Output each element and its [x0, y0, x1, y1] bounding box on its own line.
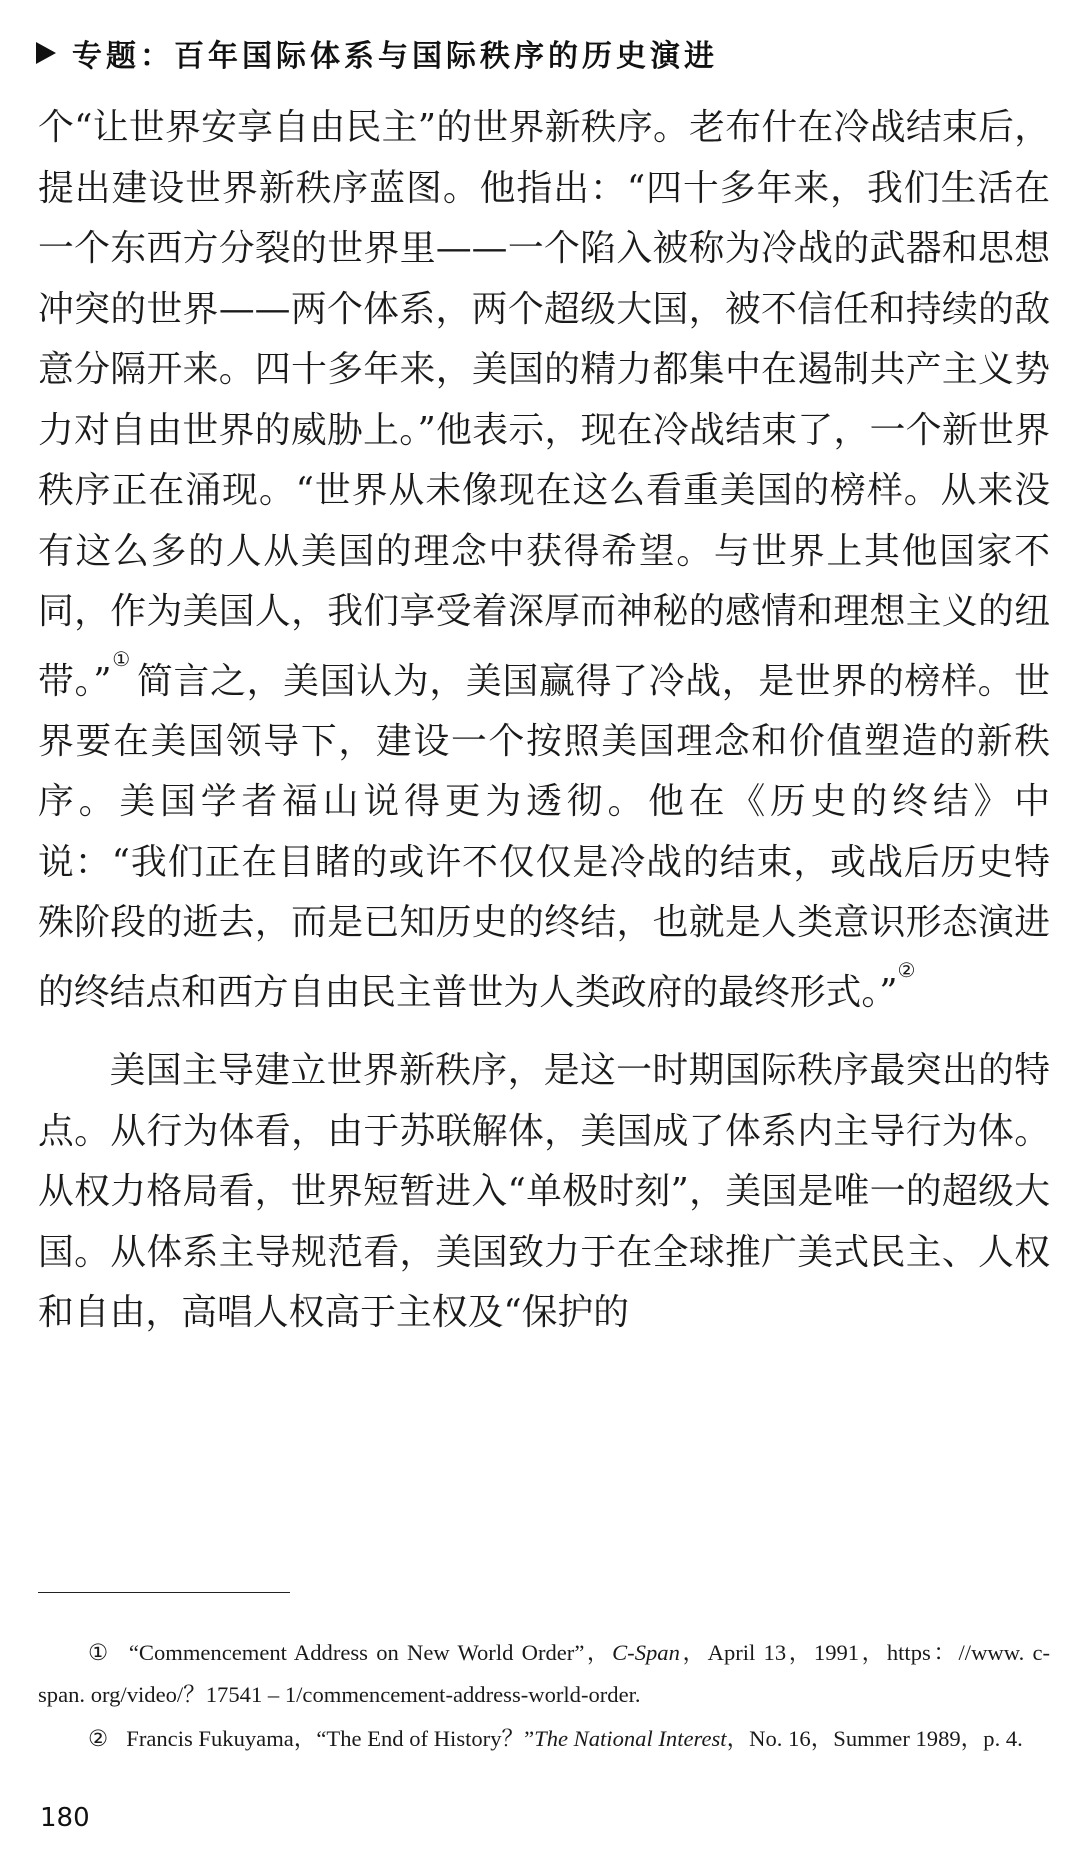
footnote-2-text-before: Francis Fukuyama，“The End of History？” — [126, 1726, 535, 1751]
footnote-2-source: The National Interest — [534, 1726, 727, 1751]
paragraph-2: 美国主导建立世界新秩序，是这一时期国际秩序最突出的特点。从行为体看，由于苏联解体，美国成了体系内主导行为体。从权力格局看，世界短暂进入“单极时刻”，美国是唯一的超级大国。从体系主导规范看，美国致力于在全球推广美式民主、人权和自由，高唱人权高于主权及“保护的 — [38, 1050, 1050, 1334]
triangle-marker-icon — [36, 42, 56, 64]
running-header — [36, 30, 718, 76]
body-text — [38, 98, 1050, 1344]
footnote-separator — [38, 1592, 290, 1593]
footnote-1-text-after: ，April 13，1991，https：//www. c-span. org/video/？17541 – 1/commencement-address-world-order. — [38, 1640, 1050, 1707]
page-number: 180 — [40, 1803, 90, 1833]
footnote-1-text-before: “Commencement Address on New World Order”， — [128, 1640, 613, 1665]
paragraph-1 — [38, 98, 1050, 1023]
paragraph-1-part-1: 个“让世界安享自由民主”的世界新秩序。老布什在冷战结束后，提出建设世界新秩序蓝图。他指出：“四十多年来，我们生活在一个东西方分裂的世界里——一个陷入被称为冷战的武器和思想冲突的世界——两个体系，两个超级大国，被不信任和持续的敌意分隔开来。四十多年来，美国的精力都集中在遏制共产主义势力对自由世界的威胁上。”他表示，现在冷战结束了，一个新世界秩序正在涌现。“世界从未像现在这么看重美国的榜样。从来没有这么多的人从美国的理念中获得希望。与世界上其他国家不同，作为美国人，我们享受着深厚而神秘的感情和理想主义的纽带。” — [38, 107, 1050, 702]
paragraph-1-part-2: 简言之，美国认为，美国赢得了冷战，是世界的榜样。世界要在美国领导下，建设一个按照美国理念和价值塑造的新秩序。美国学者福山说得更为透彻。他在《历史的终结》中说：“我们正在目睹的或许不仅仅是冷战的结束，或战后历史特殊阶段的逝去，而是已知历史的终结，也就是人类意识形态演进的终结点和西方自由民主普世为人类政府的最终形式。” — [38, 660, 1051, 1013]
footnote-ref-2[interactable]: ② — [897, 957, 916, 982]
footnote-1-marker: ① — [88, 1640, 111, 1665]
footnote-1-source: C-Span — [612, 1640, 680, 1665]
footnote-ref-1[interactable]: ① — [111, 646, 131, 671]
running-header-title: 专题：百年国际体系与国际秩序的历史演进 — [72, 39, 718, 74]
footnote-2 — [38, 1718, 1050, 1760]
footnote-2-marker: ② — [88, 1726, 109, 1751]
footnote-1 — [38, 1632, 1050, 1716]
footnotes — [38, 1632, 1050, 1760]
footnote-2-text-after: ，No. 16，Summer 1989，p. 4. — [726, 1726, 1023, 1751]
